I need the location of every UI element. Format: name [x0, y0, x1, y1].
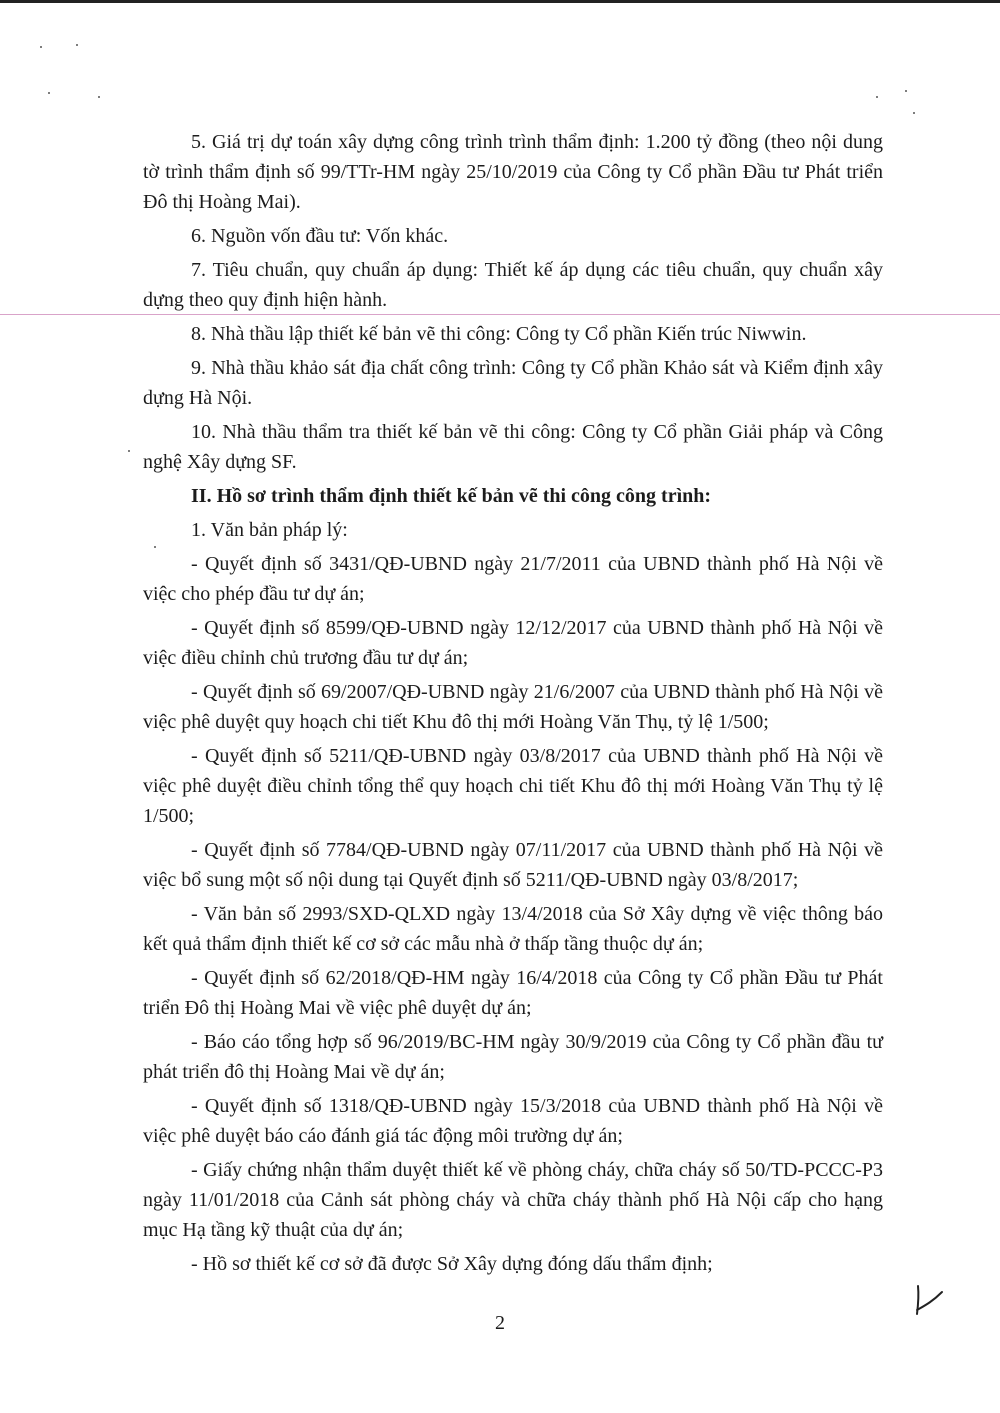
paragraph-item-9: 9. Nhà thầu khảo sát địa chất công trình: Công ty Cổ phần Khảo sát và Kiểm định xây dựng Hà Nội.	[143, 357, 883, 409]
legal-document-item: - Quyết định số 1318/QĐ-UBND ngày 15/3/2018 của UBND thành phố Hà Nội về việc phê duyệt báo cáo đánh giá tác động môi trường dự án;	[143, 1095, 883, 1147]
legal-document-item: - Quyết định số 69/2007/QĐ-UBND ngày 21/6/2007 của UBND thành phố Hà Nội về việc phê duyệt quy hoạch chi tiết Khu đô thị mới Hoàng Văn Thụ, tỷ lệ 1/500;	[143, 681, 883, 733]
legal-document-item: - Hồ sơ thiết kế cơ sở đã được Sở Xây dựng đóng dấu thẩm định;	[191, 1253, 713, 1275]
legal-document-item: - Văn bản số 2993/SXD-QLXD ngày 13/4/2018 của Sở Xây dựng về việc thông báo kết quả thẩm định thiết kế cơ sở các mẫu nhà ở thấp tầng thuộc dự án;	[143, 903, 883, 955]
paragraph-item-6: 6. Nguồn vốn đầu tư: Vốn khác.	[191, 225, 449, 247]
scan-speck	[905, 90, 907, 92]
scan-speck	[76, 44, 78, 46]
paragraph-item-5: 5. Giá trị dự toán xây dựng công trình trình thẩm định: 1.200 tỷ đồng (theo nội dung tờ trình thẩm định số 99/TTr-HM ngày 25/10/2019 của Công ty Cổ phần Đầu tư Phát triển Đô thị Hoàng Mai).	[143, 131, 883, 213]
legal-document-item: - Báo cáo tổng hợp số 96/2019/BC-HM ngày 30/9/2019 của Công ty Cổ phần đầu tư phát triển đô thị Hoàng Mai về dự án;	[143, 1031, 883, 1083]
scan-speck	[913, 112, 915, 114]
legal-document-item: - Quyết định số 7784/QĐ-UBND ngày 07/11/2017 của UBND thành phố Hà Nội về việc bổ sung một số nội dung tại Quyết định số 5211/QĐ-UBND ngày 03/8/2017;	[143, 839, 883, 891]
scan-speck	[876, 96, 878, 98]
scan-speck	[40, 46, 42, 48]
legal-document-item: - Quyết định số 3431/QĐ-UBND ngày 21/7/2011 của UBND thành phố Hà Nội về việc cho phép đầu tư dự án;	[143, 553, 883, 605]
legal-document-item: - Quyết định số 62/2018/QĐ-HM ngày 16/4/2018 của Công ty Cổ phần Đầu tư Phát triển Đô thị Hoàng Mai về việc phê duyệt dự án;	[143, 967, 883, 1019]
section-heading: II. Hồ sơ trình thẩm định thiết kế bản vẽ thi công công trình:	[191, 485, 712, 507]
legal-document-item: - Giấy chứng nhận thẩm duyệt thiết kế về phòng cháy, chữa cháy số 50/TD-PCCC-P3 ngày 11/01/2018 của Cảnh sát phòng cháy và chữa cháy thành phố Hà Nội cấp cho hạng mục Hạ tầng kỹ thuật của dự án;	[143, 1159, 883, 1241]
page-number: 2	[495, 1312, 505, 1334]
scan-speck	[128, 450, 130, 452]
subsection-heading: 1. Văn bản pháp lý:	[191, 519, 348, 541]
legal-document-item: - Quyết định số 5211/QĐ-UBND ngày 03/8/2017 của UBND thành phố Hà Nội về việc phê duyệt điều chỉnh tổng thể quy hoạch chi tiết Khu đô thị mới Hoàng Văn Thụ tỷ lệ 1/500;	[143, 745, 883, 827]
legal-document-item: - Quyết định số 8599/QĐ-UBND ngày 12/12/2017 của UBND thành phố Hà Nội về việc điều chỉnh chủ trương đầu tư dự án;	[143, 617, 883, 669]
scan-top-edge	[0, 0, 1000, 3]
document-page	[143, 127, 883, 1283]
handwritten-initial-mark	[910, 1280, 950, 1320]
paragraph-item-7: 7. Tiêu chuẩn, quy chuẩn áp dụng: Thiết kế áp dụng các tiêu chuẩn, quy chuẩn xây dựng theo quy định hiện hành.	[143, 259, 883, 311]
scan-speck	[98, 96, 100, 98]
scan-speck	[48, 92, 50, 94]
paragraph-item-10: 10. Nhà thầu thẩm tra thiết kế bản vẽ thi công: Công ty Cổ phần Giải pháp và Công nghệ Xây dựng SF.	[143, 421, 883, 473]
paragraph-item-8: 8. Nhà thầu lập thiết kế bản vẽ thi công: Công ty Cổ phần Kiến trúc Niwwin.	[191, 323, 807, 345]
